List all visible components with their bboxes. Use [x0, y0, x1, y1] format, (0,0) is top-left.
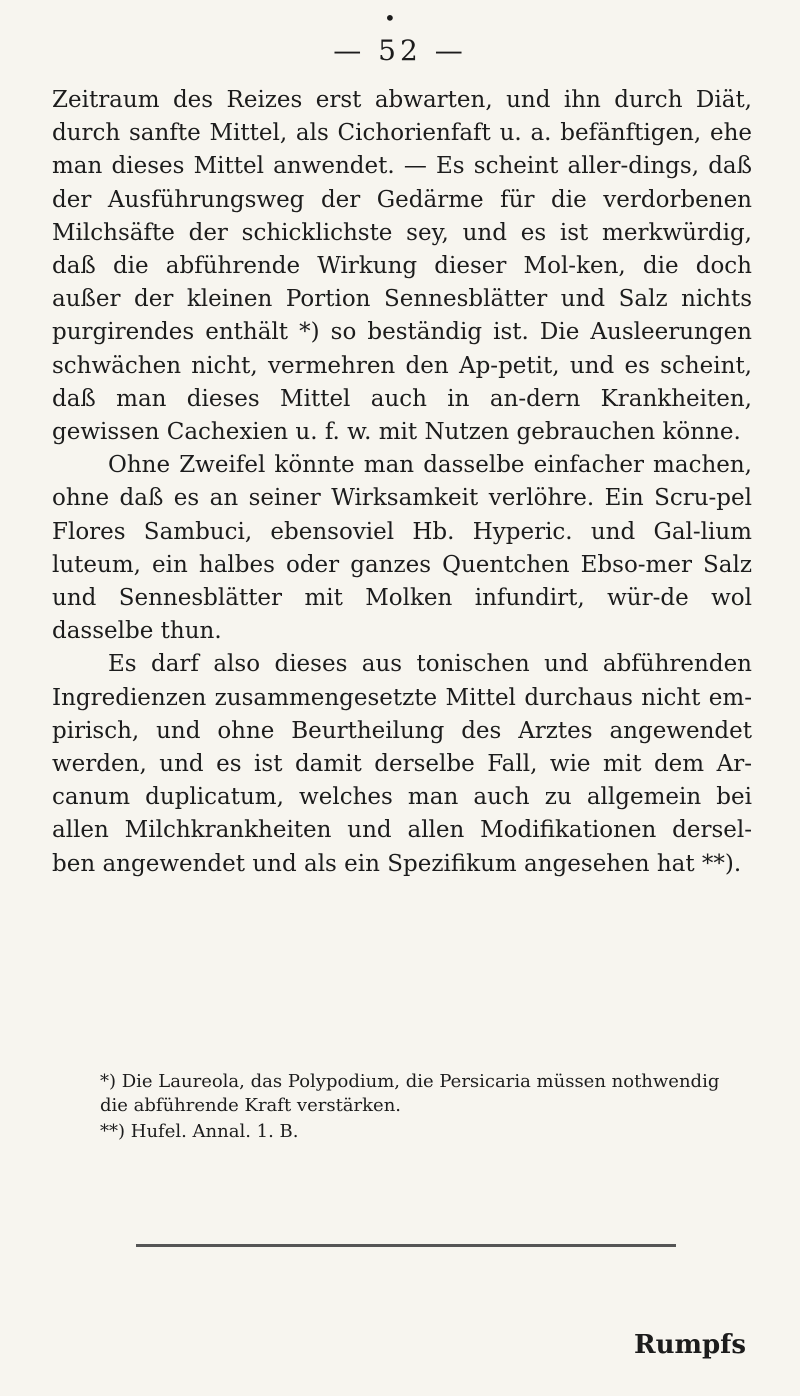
- page-number: — 52 —: [333, 34, 467, 67]
- paragraph-1: Zeitraum des Reizes erst abwarten, und ihn durch Diät, durch sanfte Mittel, als Cichorienfaft u. a. befänftigen, ehe man dieses Mittel anwendet. — Es scheint aller-dings, daß der Ausführungsweg der Gedärme für die verdorbenen Milchsäfte der schicklichste sey, und es ist merkwürdig, daß die abführende Wirkung dieser Mol-ken, die doch außer der kleinen Portion Sennesblätter und Salz nichts purgirendes enthält *) so beständig ist. Die Ausleerungen schwächen nicht, vermehren den Ap-petit, und es scheint, daß man dieses Mittel auch in an-dern Krankheiten, gewissen Cachexien u. f. w. mit Nutzen gebrauchen könne.: [52, 87, 752, 446]
- catchword: Rumpfs: [633, 1330, 746, 1360]
- paragraph-2: Ohne Zweifel könnte man dasselbe einfacher machen, ohne daß es an seiner Wirksamkeit verlöhre. Ein Scru-pel Flores Sambuci, ebensoviel Hb. Hyperic. und Gal-lium luteum, ein halbes oder ganzes Quentchen Ebso-mer Salz und Sennesblätter mit Molken infundirt, wür-de wol dasselbe thun.: [52, 452, 752, 645]
- ornament-dot: •: [384, 6, 396, 30]
- footnote-2: **) Hufel. Annal. 1. B.: [100, 1121, 299, 1142]
- divider-rule: [136, 1244, 676, 1247]
- footnote-1: *) Die Laureola, das Polypodium, die Persicaria müssen nothwendig die abführende Kraft verstärken.: [100, 1071, 720, 1116]
- paragraph-3: Es darf also dieses aus tonischen und abführenden Ingredienzen zusammengesetzte Mittel durchaus nicht em-pirisch, und ohne Beurtheilung des Arztes angewendet werden, und es ist damit derselbe Fall, wie mit dem Ar-canum duplicatum, welches man auch zu allgemein bei allen Milchkrankheiten und allen Modifikationen dersel-ben angewendet und als ein Spezifikum angesehen hat **).: [52, 651, 752, 877]
- footnotes: [100, 1070, 740, 1146]
- main-text: [52, 84, 752, 881]
